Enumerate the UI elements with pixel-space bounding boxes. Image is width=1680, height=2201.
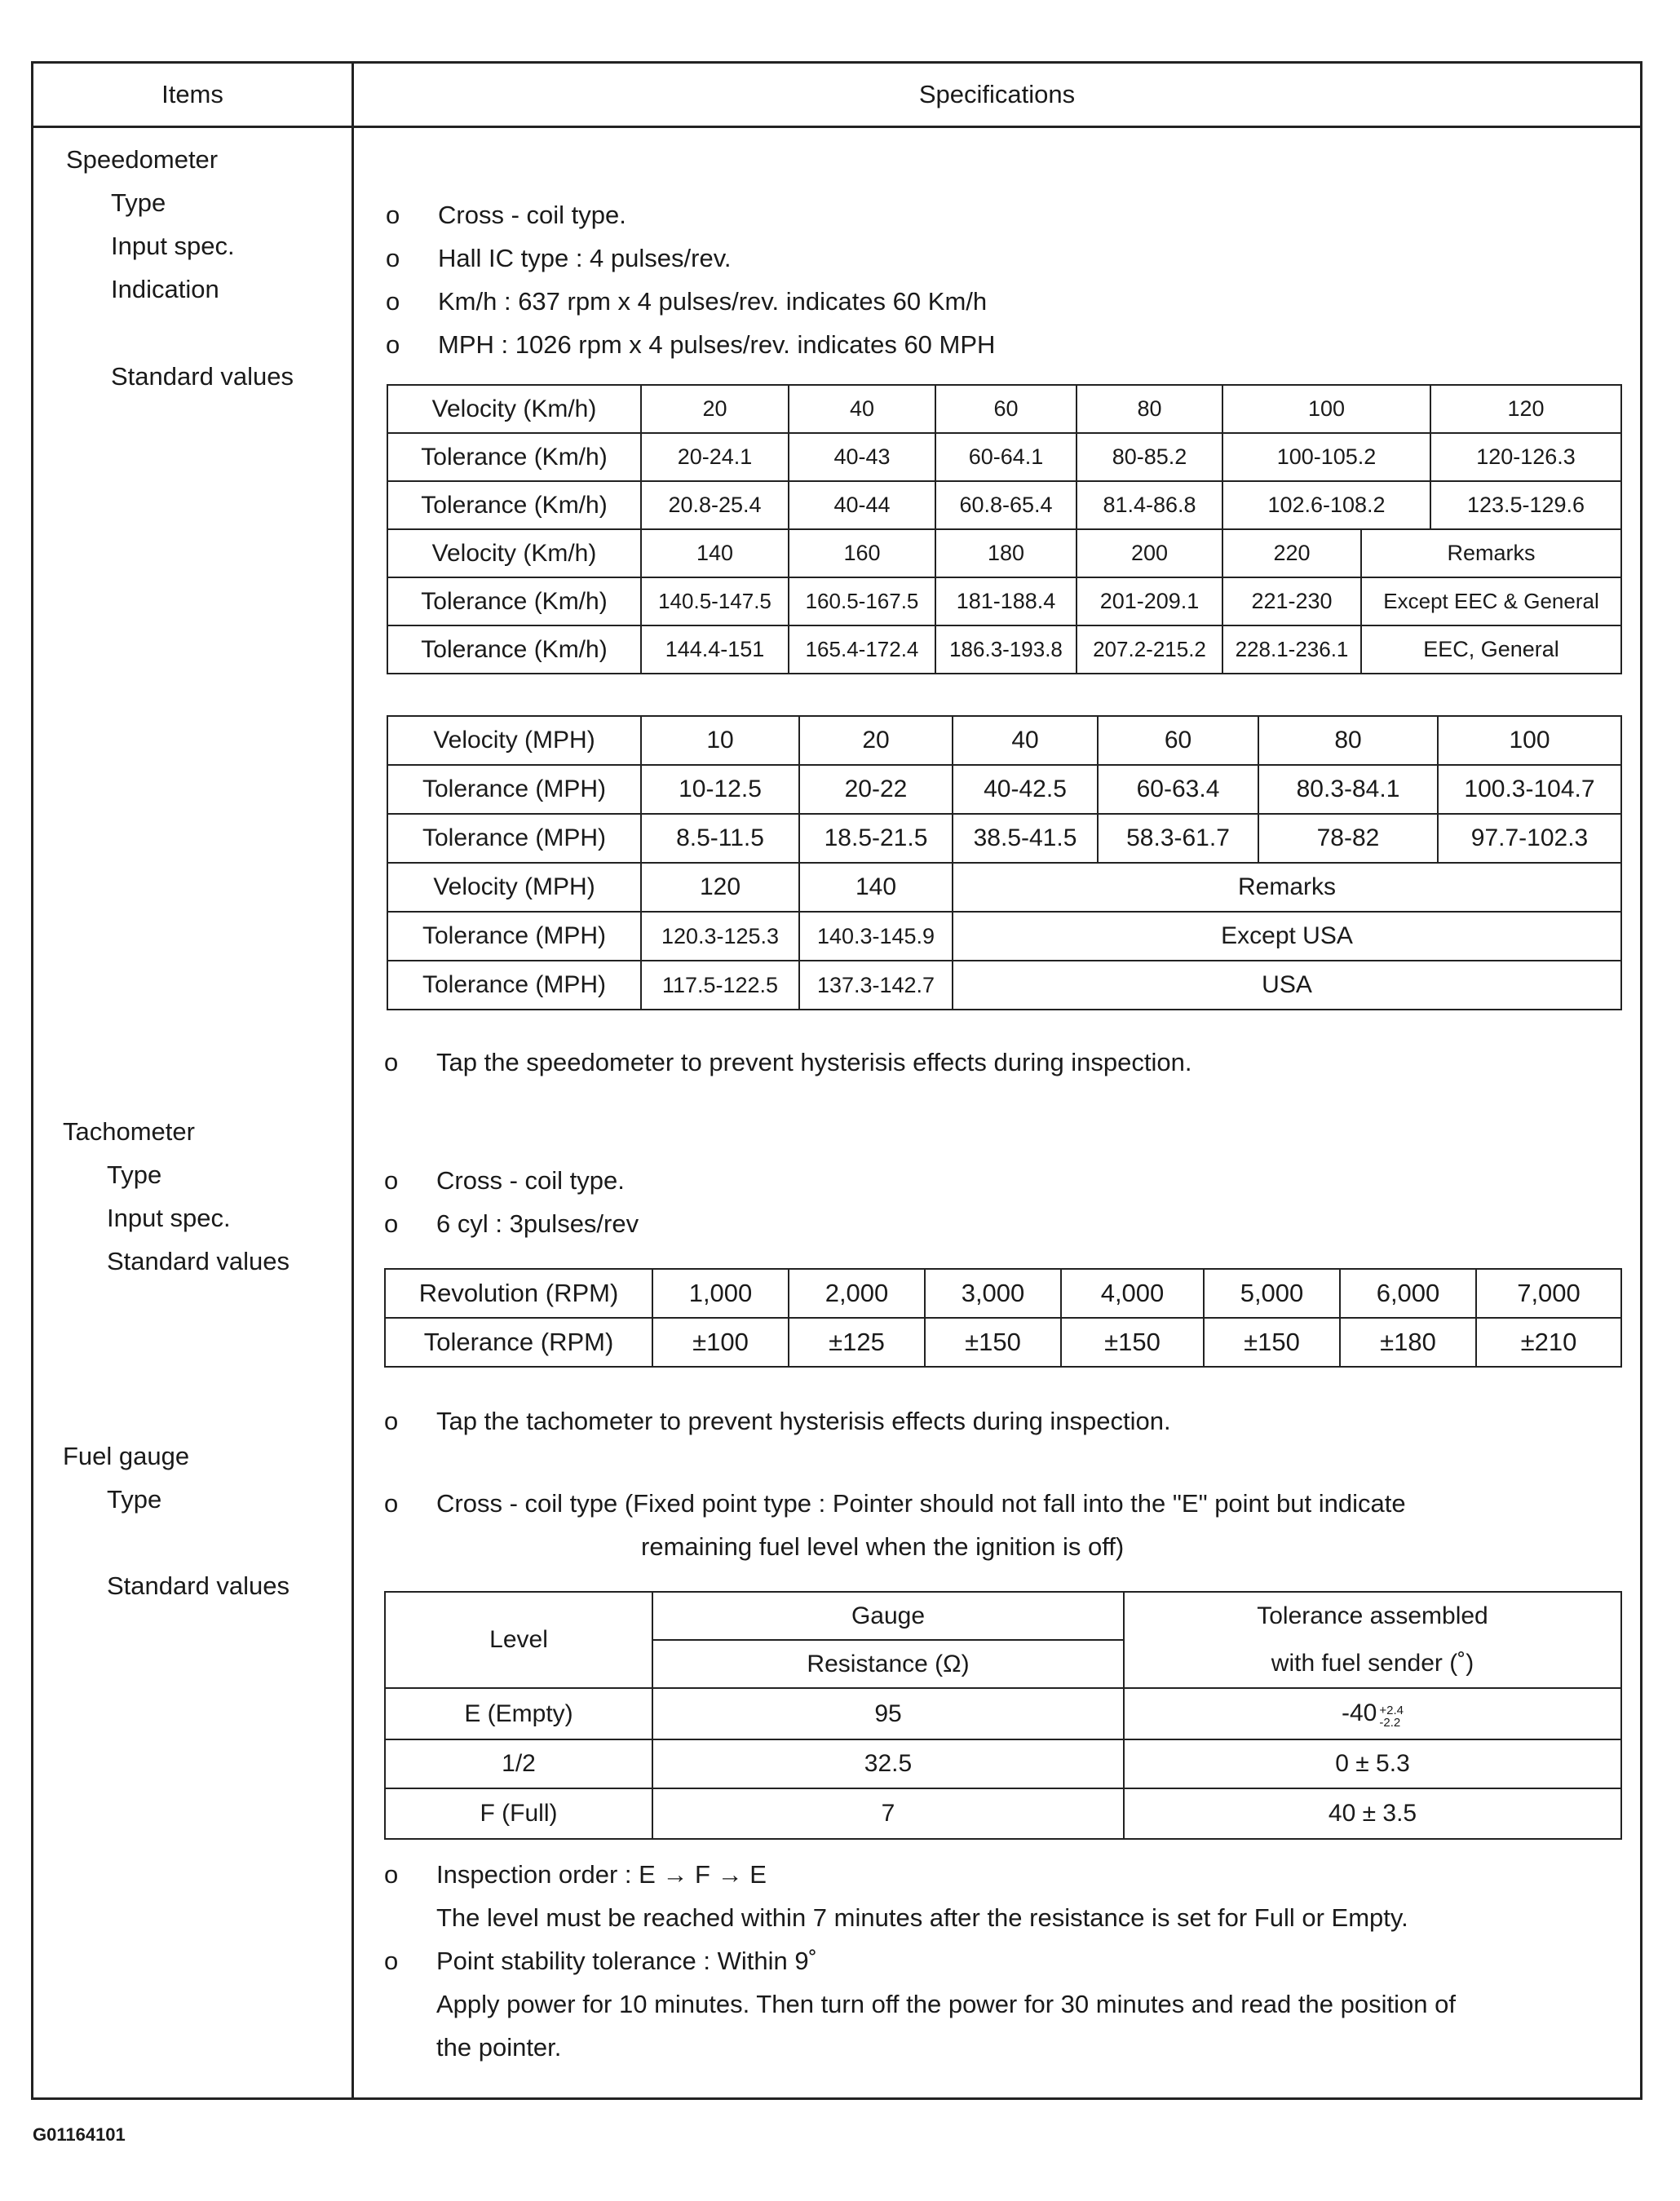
table-cell: 5,000: [1204, 1269, 1340, 1318]
table-cell: 181-188.4: [935, 577, 1077, 625]
table-cell: 80: [1077, 385, 1222, 433]
table-cell: 0 ± 5.3: [1124, 1739, 1621, 1788]
tolerance-value: -40: [1342, 1699, 1377, 1726]
table-row: [385, 1318, 1621, 1367]
table-cell: 160.5-167.5: [789, 577, 935, 625]
table-cell: 207.2-215.2: [1077, 625, 1222, 674]
bullet-mark: o: [386, 201, 400, 229]
table-cell: Velocity (MPH): [387, 716, 641, 765]
table-cell: Gauge: [652, 1592, 1124, 1640]
table-cell: 186.3-193.8: [935, 625, 1077, 674]
table-cell: Velocity (Km/h): [387, 385, 641, 433]
tachometer-table: [384, 1268, 1622, 1368]
table-cell: 40-43: [789, 433, 935, 481]
table-cell: 100: [1438, 716, 1621, 765]
speedometer-bullet: [386, 330, 995, 360]
table-cell: 120: [1430, 385, 1621, 433]
table-cell: 40 ± 3.5: [1124, 1788, 1621, 1839]
bullet-text: Cross - coil type.: [438, 201, 626, 229]
table-cell: 97.7-102.3: [1438, 814, 1621, 863]
fuel-note-bullet: [384, 1947, 817, 1976]
bullet-mark: o: [384, 1860, 399, 1889]
bullet-text: Hall IC type : 4 pulses/rev.: [438, 244, 732, 272]
table-cell: 120: [641, 863, 799, 912]
table-cell: 137.3-142.7: [799, 961, 953, 1010]
table-cell: 117.5-122.5: [641, 961, 799, 1010]
table-cell: Velocity (MPH): [387, 863, 641, 912]
fuel-gauge-title: Fuel gauge: [63, 1442, 190, 1470]
bullet-mark: o: [384, 1166, 399, 1195]
table-cell: 220: [1222, 529, 1361, 577]
table-cell: 40: [953, 716, 1098, 765]
table-cell: 1,000: [652, 1269, 789, 1318]
tachometer-title: Tachometer: [63, 1117, 195, 1146]
note-text: Inspection order : E → F → E: [436, 1860, 767, 1889]
table-cell: 100.3-104.7: [1438, 765, 1621, 814]
table-cell: 60-63.4: [1098, 765, 1258, 814]
table-cell: 10-12.5: [641, 765, 799, 814]
table-cell: Tolerance (MPH): [387, 765, 641, 814]
table-cell: 38.5-41.5: [953, 814, 1098, 863]
table-cell: 60: [935, 385, 1077, 433]
table-header-row: [33, 64, 1640, 128]
table-cell: 81.4-86.8: [1077, 481, 1222, 529]
table-cell: ±100: [652, 1318, 789, 1367]
table-row: [387, 433, 1621, 481]
table-cell: ±150: [925, 1318, 1061, 1367]
bullet-mark: o: [384, 1209, 399, 1238]
table-cell: 180: [935, 529, 1077, 577]
table-cell: Tolerance (MPH): [387, 961, 641, 1010]
tachometer-label-input: Input spec.: [107, 1204, 231, 1232]
table-cell: 1/2: [385, 1739, 652, 1788]
table-cell: 200: [1077, 529, 1222, 577]
table-cell: 20-24.1: [641, 433, 789, 481]
bullet-mark: o: [384, 1489, 399, 1518]
fuel-gauge-label-standard: Standard values: [107, 1571, 290, 1600]
speedometer-label-standard: Standard values: [111, 362, 294, 391]
table-cell: 6,000: [1340, 1269, 1476, 1318]
tachometer-note: [384, 1407, 1171, 1436]
table-cell: ±150: [1204, 1318, 1340, 1367]
table-cell: Tolerance (MPH): [387, 912, 641, 961]
bullet-mark: o: [384, 1048, 399, 1076]
table-cell: 100: [1222, 385, 1430, 433]
table-cell: 100-105.2: [1222, 433, 1430, 481]
tachometer-bullet: [384, 1209, 639, 1239]
note-text: Tap the tachometer to prevent hysterisis effects during inspection.: [436, 1407, 1171, 1435]
table-cell: 40: [789, 385, 935, 433]
table-cell: Except USA: [953, 912, 1621, 961]
table-row: [387, 625, 1621, 674]
table-cell: 228.1-236.1: [1222, 625, 1361, 674]
fuel-note-text: Apply power for 10 minutes. Then turn off the power for 30 minutes and read the position of: [436, 1990, 1456, 2018]
speedometer-kmh-table: [387, 384, 1622, 674]
table-cell: 8.5-11.5: [641, 814, 799, 863]
table-cell: Tolerance (Km/h): [387, 625, 641, 674]
table-cell: USA: [953, 961, 1621, 1010]
table-row: [387, 863, 1621, 912]
table-cell: Tolerance (MPH): [387, 814, 641, 863]
table-cell: Tolerance assembled: [1124, 1592, 1621, 1640]
fuel-gauge-table: [384, 1591, 1622, 1840]
table-row: [387, 912, 1621, 961]
speedometer-note: [384, 1048, 1192, 1077]
table-cell: 102.6-108.2: [1222, 481, 1430, 529]
table-cell: 18.5-21.5: [799, 814, 953, 863]
table-cell: 20-22: [799, 765, 953, 814]
table-cell: 140.3-145.9: [799, 912, 953, 961]
table-row: [387, 577, 1621, 625]
table-cell: ±125: [789, 1318, 925, 1367]
table-cell: Remarks: [953, 863, 1621, 912]
table-cell: 80: [1258, 716, 1438, 765]
table-cell: 120-126.3: [1430, 433, 1621, 481]
tachometer-bullet: [384, 1166, 625, 1196]
fuel-type-continuation: remaining fuel level when the ignition is off): [641, 1532, 1125, 1561]
bullet-mark: o: [386, 330, 400, 359]
header-items: Items: [161, 80, 223, 108]
speedometer-title: Speedometer: [66, 145, 219, 174]
bullet-mark: o: [386, 287, 400, 316]
table-row: [387, 814, 1621, 863]
bullet-text: Cross - coil type (Fixed point type : Pointer should not fall into the "E" point but indicate: [436, 1489, 1406, 1518]
speedometer-mph-table: [387, 715, 1622, 1010]
tachometer-label-type: Type: [107, 1160, 162, 1189]
table-cell: 58.3-61.7: [1098, 814, 1258, 863]
table-cell: Tolerance (RPM): [385, 1318, 652, 1367]
table-cell: 80-85.2: [1077, 433, 1222, 481]
table-cell: 2,000: [789, 1269, 925, 1318]
table-cell: 60: [1098, 716, 1258, 765]
bullet-mark: o: [384, 1407, 399, 1435]
table-row: [385, 1688, 1621, 1739]
table-cell: [1124, 1688, 1621, 1739]
table-cell: Except EEC & General: [1361, 577, 1621, 625]
table-cell: 140: [799, 863, 953, 912]
table-row: [385, 1739, 1621, 1788]
table-row: [385, 1592, 1621, 1640]
bullet-mark: o: [384, 1947, 399, 1975]
table-cell: 140: [641, 529, 789, 577]
table-cell: Tolerance (Km/h): [387, 433, 641, 481]
table-cell: 3,000: [925, 1269, 1061, 1318]
table-cell: 32.5: [652, 1739, 1124, 1788]
table-cell: Tolerance (Km/h): [387, 481, 641, 529]
note-text: Tap the speedometer to prevent hysterisis effects during inspection.: [436, 1048, 1192, 1076]
column-divider: [351, 64, 354, 2097]
table-cell: 160: [789, 529, 935, 577]
speedometer-bullet: [386, 244, 732, 273]
table-cell: Level: [385, 1592, 652, 1688]
header-specifications: Specifications: [918, 80, 1076, 108]
table-row: [387, 529, 1621, 577]
speedometer-label-input: Input spec.: [111, 232, 235, 260]
table-cell: 144.4-151: [641, 625, 789, 674]
table-cell: E (Empty): [385, 1688, 652, 1739]
table-cell: Velocity (Km/h): [387, 529, 641, 577]
bullet-text: Km/h : 637 rpm x 4 pulses/rev. indicates 60 Km/h: [438, 287, 988, 316]
table-row: [387, 961, 1621, 1010]
table-row: [387, 385, 1621, 433]
table-cell: 95: [652, 1688, 1124, 1739]
table-cell: 40-42.5: [953, 765, 1098, 814]
table-cell: 165.4-172.4: [789, 625, 935, 674]
table-cell: 123.5-129.6: [1430, 481, 1621, 529]
table-cell: 140.5-147.5: [641, 577, 789, 625]
table-cell: 20.8-25.4: [641, 481, 789, 529]
table-cell: ±150: [1061, 1318, 1204, 1367]
speedometer-label-type: Type: [111, 188, 166, 217]
speedometer-label-indication: Indication: [111, 275, 219, 303]
table-cell: ±210: [1476, 1318, 1621, 1367]
table-cell: Revolution (RPM): [385, 1269, 652, 1318]
table-cell: Resistance (Ω): [652, 1640, 1124, 1688]
table-cell: 40-44: [789, 481, 935, 529]
table-row: [387, 765, 1621, 814]
table-cell: 20: [641, 385, 789, 433]
table-cell: with fuel sender (˚): [1124, 1640, 1621, 1688]
speedometer-bullet: [386, 201, 626, 230]
figure-id: G01164101: [33, 2124, 126, 2145]
spec-sheet-frame: [31, 61, 1642, 2100]
speedometer-bullet: [386, 287, 987, 316]
table-cell: Remarks: [1361, 529, 1621, 577]
table-cell: 201-209.1: [1077, 577, 1222, 625]
table-cell: 7: [652, 1788, 1124, 1839]
table-row: [385, 1788, 1621, 1839]
table-cell: F (Full): [385, 1788, 652, 1839]
table-cell: EEC, General: [1361, 625, 1621, 674]
fuel-gauge-label-type: Type: [107, 1485, 162, 1514]
tolerance-minus: -2.2: [1379, 1715, 1401, 1730]
tolerance-plus: +2.4: [1379, 1703, 1404, 1717]
table-cell: ±180: [1340, 1318, 1476, 1367]
table-cell: 7,000: [1476, 1269, 1621, 1318]
table-cell: 10: [641, 716, 799, 765]
fuel-note-text: The level must be reached within 7 minutes after the resistance is set for Full or Empty.: [436, 1903, 1408, 1932]
table-cell: 60-64.1: [935, 433, 1077, 481]
fuel-note-text: the pointer.: [436, 2033, 562, 2062]
table-cell: 221-230: [1222, 577, 1361, 625]
bullet-text: MPH : 1026 rpm x 4 pulses/rev. indicates 60 MPH: [438, 330, 996, 359]
tolerance-limits: [1379, 1704, 1404, 1729]
table-cell: 60.8-65.4: [935, 481, 1077, 529]
table-cell: 4,000: [1061, 1269, 1204, 1318]
bullet-mark: o: [386, 244, 400, 272]
bullet-text: 6 cyl : 3pulses/rev: [436, 1209, 639, 1238]
fuel-type-bullet: [384, 1489, 1406, 1518]
table-cell: 80.3-84.1: [1258, 765, 1438, 814]
table-cell: 120.3-125.3: [641, 912, 799, 961]
fuel-note-bullet: [384, 1860, 767, 1889]
table-row: [387, 716, 1621, 765]
table-cell: Tolerance (Km/h): [387, 577, 641, 625]
table-row: [387, 481, 1621, 529]
table-cell: 20: [799, 716, 953, 765]
tachometer-label-standard: Standard values: [107, 1247, 290, 1275]
bullet-text: Cross - coil type.: [436, 1166, 625, 1195]
table-row: [385, 1269, 1621, 1318]
note-text: Point stability tolerance : Within 9˚: [436, 1947, 817, 1975]
table-cell: 78-82: [1258, 814, 1438, 863]
